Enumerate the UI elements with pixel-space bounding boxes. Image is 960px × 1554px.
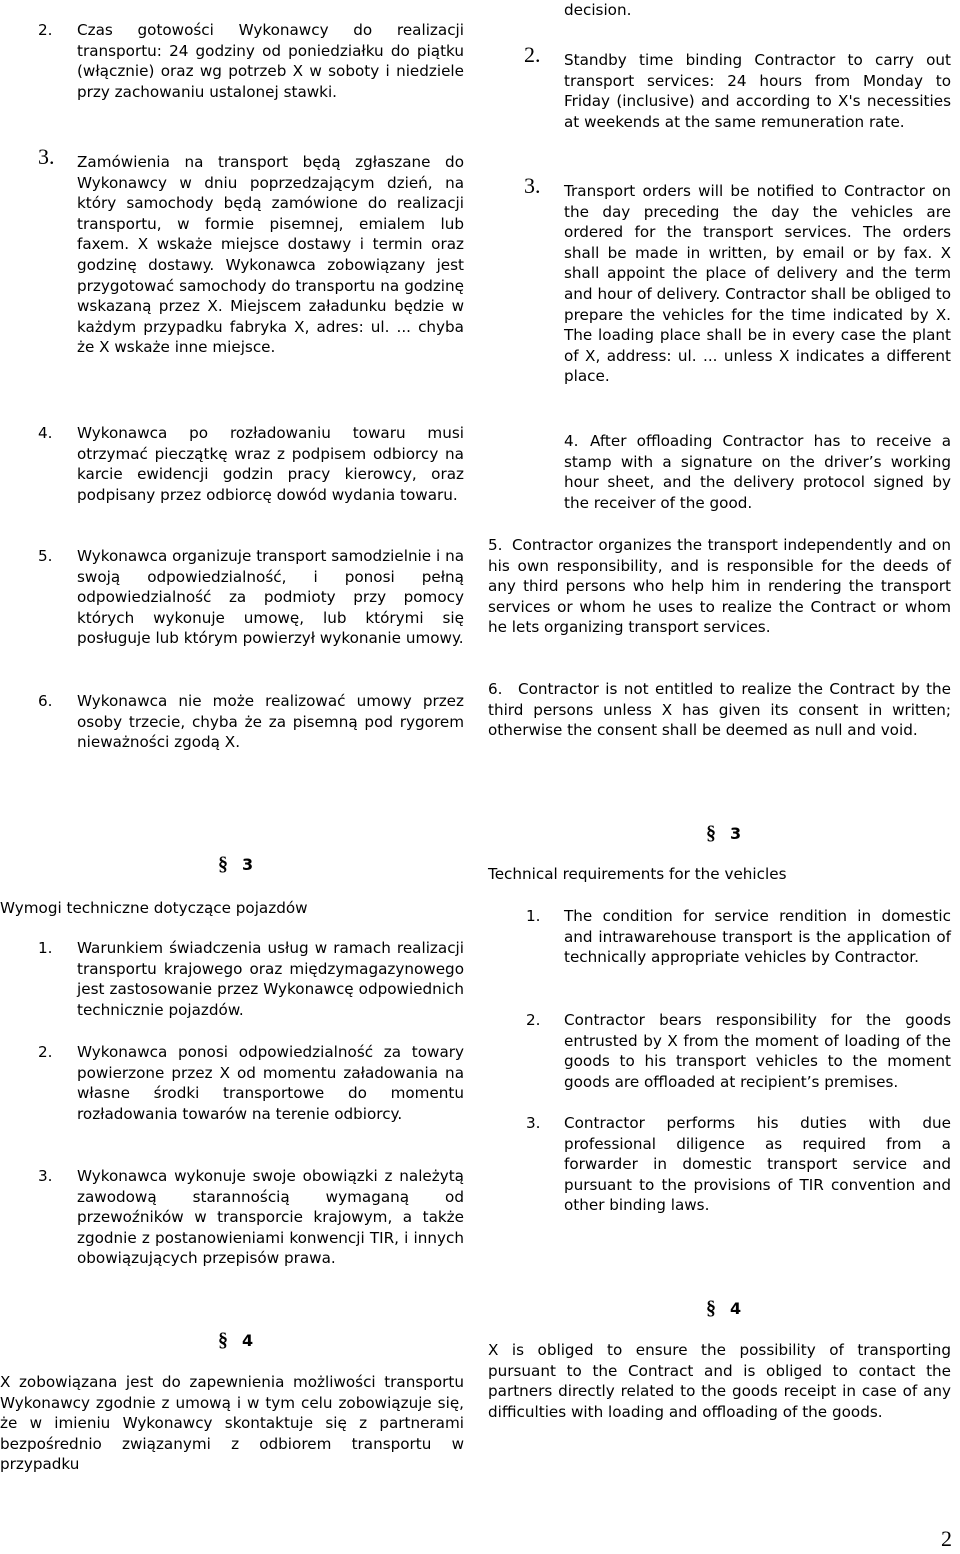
section-number: 4	[242, 1331, 254, 1350]
left-req-number: 2.	[38, 1043, 53, 1061]
right-item-text: Transport orders will be notified to Contractor on the day preceding the day the vehicles are ordered for the transport services. The orders shall be made in written, by email or by fax. X shall appoint the place of delivery and the term and hour of delivery. Contractor shall be obliged to prepare the vehicles for the time indicated by X. The loading place shall be in every case the plant of X, address: ul. ... unless X indicates a different place.	[564, 182, 951, 386]
section-number: 4	[730, 1299, 742, 1318]
section-heading	[218, 853, 253, 876]
left-item-text: Wykonawca organizuje transport samodzielnie i na swoją odpowiedzialność, i ponosi pełną odpowiedzialność za podmioty przy pomocy których wykonuje umowę, lub którymi się posługuje lub którym powierzył wykonanie umowy.	[77, 547, 464, 648]
left-item-number: 2.	[38, 21, 53, 39]
right-item-number: 5.	[488, 536, 503, 554]
left-item-number: 4.	[38, 424, 53, 442]
section-mark: §	[706, 822, 716, 844]
section-paragraph: X zobowiązana jest do zapewnienia możliwości transportu Wykonawcy zgodnie z umową i w tym celu zobowiązuje się, że w imieniu Wykonawcy skontaktuje się z partnerami bezpośrednio związanymi z odbiorem transportu w przypadku	[0, 1373, 464, 1474]
right-item-number: 2.	[524, 42, 541, 67]
right-req-text: Contractor bears responsibility for the goods entrusted by X from the moment of loading of the goods to his transport vehicles to the moment goods are offloaded at recipient’s premises.	[564, 1011, 951, 1091]
left-item-number: 5.	[38, 547, 53, 565]
right-req-number: 3.	[526, 1114, 541, 1132]
right-item-text: Standby time binding Contractor to carry out transport services: 24 hours from Monday to Friday (inclusive) and according to X's necessities at weekends at the same remuneration rate.	[564, 51, 951, 131]
section-mark: §	[218, 1329, 228, 1351]
section-heading	[218, 1329, 253, 1352]
right-req-text: The condition for service rendition in domestic and intrawarehouse transport is the application of technically appropriate vehicles by Contractor.	[564, 907, 951, 967]
section-mark: §	[218, 853, 228, 875]
section-heading	[706, 822, 741, 845]
right-item-number: 3.	[524, 173, 541, 198]
continued-fragment: decision.	[564, 1, 632, 19]
section-title: Wymogi techniczne dotyczące pojazdów	[0, 899, 308, 917]
right-req-number: 1.	[526, 907, 541, 925]
right-item-number: 6.	[488, 680, 503, 698]
left-item-text: Wykonawca po rozładowaniu towaru musi otrzymać pieczątkę wraz z podpisem odbiorcy na karcie ewidencji godzin pracy kierowcy, oraz podpisany przez odbiorcę dowód wydania towaru.	[77, 424, 464, 504]
left-req-text: Warunkiem świadczenia usług w ramach realizacji transportu krajowego oraz międzymagazynowego jest zastosowanie przez Wykonawcę odpowiednich technicznie pojazdów.	[77, 939, 464, 1019]
right-req-number: 2.	[526, 1011, 541, 1029]
page-number: 2	[941, 1526, 952, 1551]
right-item-text: Contractor organizes the transport independently and on his own responsibility, and is responsible for the deeds of any third persons who help him in rendering the transport services or whom he uses to realize the Contract or whom he lets organizing transport services.	[488, 536, 951, 637]
section-heading	[706, 1297, 741, 1320]
right-item-number: 4.	[564, 432, 579, 450]
right-item-text: After offloading Contractor has to receive a stamp with a signature on the driver’s working hour sheet, and the delivery protocol signed by the receiver of the good.	[564, 432, 951, 512]
section-number: 3	[730, 824, 742, 843]
section-title: Technical requirements for the vehicles	[488, 865, 787, 883]
left-item-text: Czas gotowości Wykonawcy do realizacji transportu: 24 godziny od poniedziałku do piątku (włącznie) oraz wg potrzeb X w soboty i niedziele przy zachowaniu ustalonej stawki.	[77, 21, 464, 101]
right-item-text: Contractor is not entitled to realize the Contract by the third persons unless X has given its consent in written; otherwise the consent shall be deemed as null and void.	[488, 680, 951, 740]
left-item-text: Wykonawca nie może realizować umowy przez osoby trzecie, chyba że za pisemną pod rygorem nieważności zgodą X.	[77, 692, 464, 752]
left-req-number: 1.	[38, 939, 53, 957]
section-paragraph: X is obliged to ensure the possibility of transporting pursuant to the Contract and is obliged to contact the partners directly related to the goods receipt in case of any difficulties with loading and offloading of the goods.	[488, 1341, 951, 1421]
section-mark: §	[706, 1297, 716, 1319]
right-req-text: Contractor performs his duties with due professional diligence as required from a forwarder in domestic transport service and pursuant to the provisions of TIR convention and other binding laws.	[564, 1114, 951, 1215]
section-number: 3	[242, 855, 254, 874]
left-req-number: 3.	[38, 1167, 53, 1185]
left-item-number: 3.	[38, 144, 55, 169]
left-req-text: Wykonawca ponosi odpowiedzialność za towary powierzone przez X od momentu załadowania na własne środki transportowe do momentu rozładowania towarów na terenie odbiorcy.	[77, 1043, 464, 1123]
left-req-text: Wykonawca wykonuje swoje obowiązki z należytą zawodową starannością wymaganą od przewoźników w transporcie krajowym, a także zgodnie z postanowieniami konwencji TIR, i innych obowiązujących przepisów prawa.	[77, 1167, 464, 1268]
left-item-text: Zamówienia na transport będą zgłaszane do Wykonawcy w dniu poprzedzającym dzień, na który samochody będą zamówione do realizacji transportu, w formie pisemnej, emialem lub faxem. X wskaże miejsce dostawy i termin oraz godzinę dostawy. Wykonawca zobowiązany jest przygotować samochody do transportu na godzinę wskazaną przez X. Miejscem załadunku będzie w każdym przypadku fabryka X, adres: ul. ... chyba że X wskaże inne miejsce.	[77, 153, 464, 357]
left-item-number: 6.	[38, 692, 53, 710]
